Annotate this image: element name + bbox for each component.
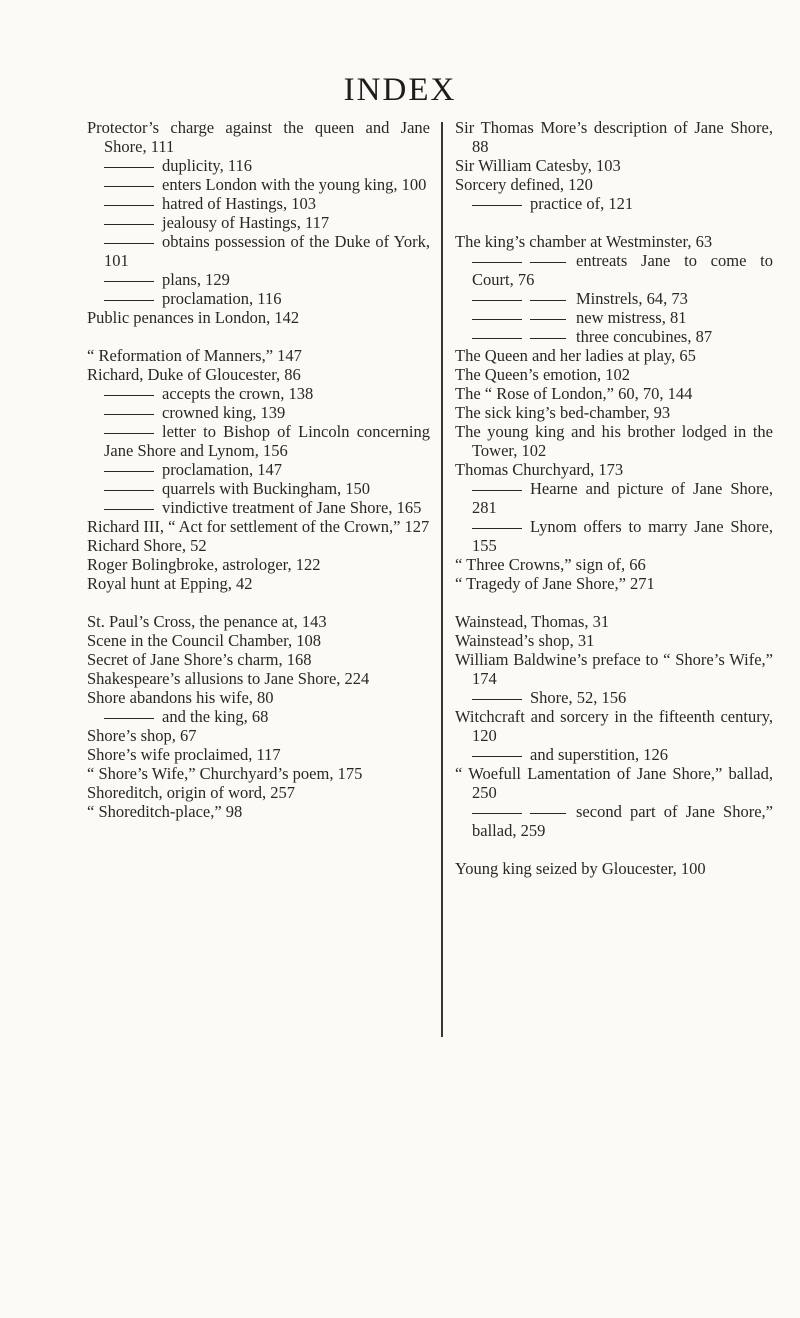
ditto-dash [472, 262, 522, 263]
index-entry [455, 365, 773, 384]
index-entry [455, 555, 773, 574]
ditto-dash [104, 167, 154, 168]
ditto-dash [104, 205, 154, 206]
index-subentry [87, 156, 430, 175]
entry-text: plans, 129 [162, 270, 230, 289]
ditto-dash [472, 338, 522, 339]
index-entry [87, 745, 430, 764]
ditto-dash [472, 813, 522, 814]
index-subentry [87, 270, 430, 289]
entry-text: letter to Bishop of Lincoln concerning Jane Shore and Lynom, 156 [104, 422, 430, 460]
index-entry [455, 707, 773, 745]
index-entry [455, 346, 773, 365]
index-entry [87, 517, 430, 536]
index-subentry [87, 175, 430, 194]
ditto-dash [104, 281, 154, 282]
index-subentry [87, 194, 430, 213]
entry-text: Wainstead, Thomas, 31 [455, 612, 610, 631]
index-entry [87, 555, 430, 574]
page-title: INDEX [343, 72, 457, 108]
ditto-dash [530, 338, 566, 339]
entry-text: and the king, 68 [162, 707, 269, 726]
index-subentry [455, 745, 773, 764]
entry-text: hatred of Hastings, 103 [162, 194, 316, 213]
index-entry [87, 118, 430, 156]
section-gap [87, 327, 430, 346]
column-divider [441, 122, 443, 1037]
ditto-dash [104, 471, 154, 472]
index-entry [455, 460, 773, 479]
index-subentry [455, 517, 773, 555]
index-entry [87, 536, 430, 555]
entry-text: three concubines, 87 [576, 327, 713, 346]
entry-text: Sir William Catesby, 103 [455, 156, 621, 175]
index-entry [87, 574, 430, 593]
ditto-dash [104, 490, 154, 491]
index-subentry [87, 479, 430, 498]
index-entry [455, 859, 773, 878]
index-subentry [455, 289, 773, 308]
index-subentry [87, 422, 430, 460]
index-subentry [87, 232, 430, 270]
index-entry [87, 346, 430, 365]
index-subentry [87, 289, 430, 308]
entry-text: entreats Jane to come to Court, 76 [472, 251, 773, 289]
index-entry [87, 650, 430, 669]
ditto-dash [472, 490, 522, 491]
section-gap [87, 593, 430, 612]
index-subentry [455, 479, 773, 517]
entry-text: second part of Jane Shore,” ballad, 259 [472, 802, 773, 840]
entry-text: Hearne and picture of Jane Shore, 281 [472, 479, 773, 517]
index-entry [455, 612, 773, 631]
index-subentry [87, 213, 430, 232]
index-entry [455, 175, 773, 194]
index-entry [87, 688, 430, 707]
index-entry [455, 232, 773, 251]
index-entry [87, 365, 430, 384]
index-column-left [87, 118, 430, 821]
entry-text: proclamation, 116 [162, 289, 282, 308]
ditto-dash [104, 395, 154, 396]
entry-text: Shore, 52, 156 [530, 688, 627, 707]
entry-text: accepts the crown, 138 [162, 384, 314, 403]
entry-text: Shakespeare’s allusions to Jane Shore, 224 [87, 669, 370, 688]
entry-text: The Queen and her ladies at play, 65 [455, 346, 696, 365]
index-entry [87, 308, 430, 327]
index-entry [87, 669, 430, 688]
ditto-dash [472, 528, 522, 529]
index-subentry [87, 460, 430, 479]
entry-text: Shore’s shop, 67 [87, 726, 197, 745]
entry-text: proclamation, 147 [162, 460, 283, 479]
entry-text: Richard, Duke of Gloucester, 86 [87, 365, 301, 384]
index-entry [87, 631, 430, 650]
entry-text: Shoreditch, origin of word, 257 [87, 783, 296, 802]
entry-text: Lynom offers to marry Jane Shore, 155 [472, 517, 773, 555]
index-entry [455, 403, 773, 422]
ditto-dash [472, 699, 522, 700]
ditto-dash [104, 300, 154, 301]
index-subentry [87, 403, 430, 422]
section-gap [455, 593, 773, 612]
entry-text: Protector’s charge against the queen and Jane Shore, 111 [87, 118, 430, 156]
ditto-dash [104, 414, 154, 415]
entry-text: Sir Thomas More’s description of Jane Shore, 88 [455, 118, 773, 156]
entry-text: “ Shore’s Wife,” Churchyard’s poem, 175 [87, 764, 363, 783]
index-entry [87, 802, 430, 821]
entry-text: The sick king’s bed-chamber, 93 [455, 403, 671, 422]
entry-text: Royal hunt at Epping, 42 [87, 574, 253, 593]
index-subentry [455, 194, 773, 213]
section-gap [455, 840, 773, 859]
ditto-dash [530, 262, 566, 263]
index-entry [455, 631, 773, 650]
ditto-dash [472, 205, 522, 206]
ditto-dash [472, 319, 522, 320]
entry-text: quarrels with Buckingham, 150 [162, 479, 371, 498]
index-column-right [455, 118, 773, 878]
index-subentry [455, 308, 773, 327]
entry-text: Richard III, “ Act for settlement of the Crown,” 127 [87, 517, 430, 536]
entry-text: Young king seized by Gloucester, 100 [455, 859, 706, 878]
entry-text: “ Tragedy of Jane Shore,” 271 [455, 574, 655, 593]
ditto-dash [530, 813, 566, 814]
entry-text: Witchcraft and sorcery in the fifteenth century, 120 [455, 707, 773, 745]
entry-text: Roger Bolingbroke, astrologer, 122 [87, 555, 321, 574]
ditto-dash [104, 509, 154, 510]
ditto-dash [104, 243, 154, 244]
index-entry [455, 384, 773, 403]
ditto-dash [104, 186, 154, 187]
ditto-dash [530, 300, 566, 301]
ditto-dash [104, 224, 154, 225]
entry-text: Secret of Jane Shore’s charm, 168 [87, 650, 312, 669]
entry-text: “ Reformation of Manners,” 147 [87, 346, 302, 365]
entry-text: The “ Rose of London,” 60, 70, 144 [455, 384, 693, 403]
entry-text: Minstrels, 64, 73 [576, 289, 688, 308]
entry-text: The king’s chamber at Westminster, 63 [455, 232, 713, 251]
index-entry [455, 118, 773, 156]
index-subentry [455, 802, 773, 840]
entry-text: enters London with the young king, 100 [162, 175, 427, 194]
index-entry [87, 612, 430, 631]
index-entry [87, 783, 430, 802]
entry-text: Shore abandons his wife, 80 [87, 688, 274, 707]
ditto-dash [472, 300, 522, 301]
index-subentry [455, 688, 773, 707]
entry-text: jealousy of Hastings, 117 [162, 213, 330, 232]
index-entry [455, 574, 773, 593]
entry-text: “ Three Crowns,” sign of, 66 [455, 555, 646, 574]
entry-text: The Queen’s emotion, 102 [455, 365, 631, 384]
entry-text: William Baldwine’s preface to “ Shore’s Wife,” 174 [455, 650, 773, 688]
index-subentry [455, 327, 773, 346]
index-subentry [87, 707, 430, 726]
entry-text: duplicity, 116 [162, 156, 252, 175]
entry-text: practice of, 121 [530, 194, 634, 213]
index-entry [455, 156, 773, 175]
entry-text: “ Shoreditch-place,” 98 [87, 802, 243, 821]
entry-text: Shore’s wife proclaimed, 117 [87, 745, 281, 764]
entry-text: new mistress, 81 [576, 308, 687, 327]
index-entry [87, 764, 430, 783]
section-gap [455, 213, 773, 232]
entry-text: obtains possession of the Duke of York, 101 [104, 232, 430, 270]
entry-text: “ Woefull Lamentation of Jane Shore,” ballad, 250 [455, 764, 773, 802]
entry-text: Wainstead’s shop, 31 [455, 631, 595, 650]
entry-text: vindictive treatment of Jane Shore, 165 [162, 498, 422, 517]
entry-text: St. Paul’s Cross, the penance at, 143 [87, 612, 327, 631]
entry-text: Richard Shore, 52 [87, 536, 207, 555]
index-entry [455, 650, 773, 688]
entry-text: Sorcery defined, 120 [455, 175, 593, 194]
entry-text: The young king and his brother lodged in the Tower, 102 [455, 422, 773, 460]
entry-text: and superstition, 126 [530, 745, 668, 764]
index-subentry [87, 498, 430, 517]
index-entry [455, 764, 773, 802]
ditto-dash [472, 756, 522, 757]
index-entry [455, 422, 773, 460]
index-subentry [87, 384, 430, 403]
ditto-dash [104, 718, 154, 719]
ditto-dash [104, 433, 154, 434]
entry-text: Scene in the Council Chamber, 108 [87, 631, 321, 650]
entry-text: Thomas Churchyard, 173 [455, 460, 624, 479]
ditto-dash [530, 319, 566, 320]
entry-text: Public penances in London, 142 [87, 308, 300, 327]
index-entry [87, 726, 430, 745]
entry-text: crowned king, 139 [162, 403, 286, 422]
index-subentry [455, 251, 773, 289]
